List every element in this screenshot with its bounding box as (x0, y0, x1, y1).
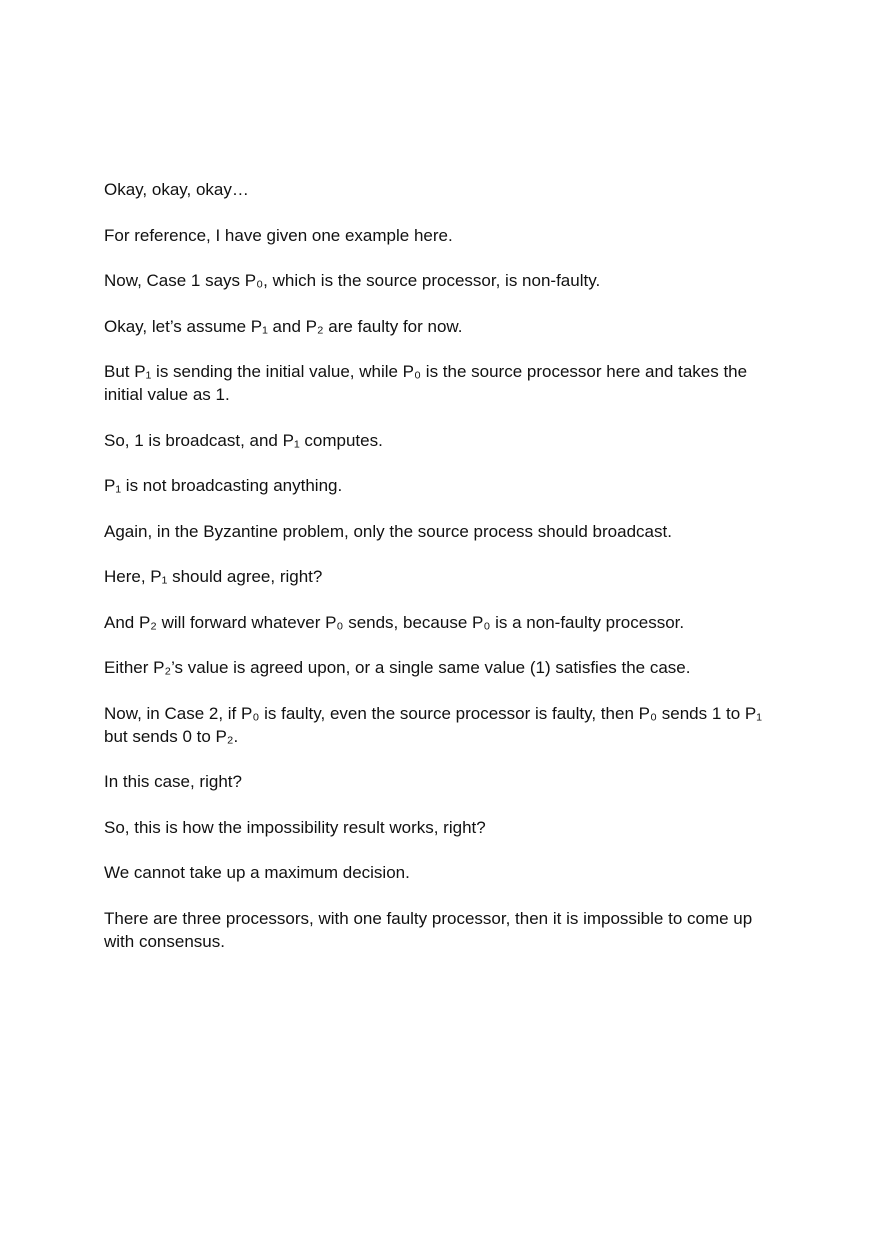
paragraph: Again, in the Byzantine problem, only the source process should broadcast. (104, 521, 672, 541)
paragraph: There are three processors, with one faulty processor, then it is impossible to come up with consensus. (104, 908, 753, 951)
paragraph: Okay, let’s assume P₁ and P₂ are faulty for now. (104, 316, 463, 336)
paragraph: We cannot take up a maximum decision. (104, 863, 410, 882)
paragraph: And P₂ will forward whatever P₀ sends, because P₀ is a non-faulty processor. (104, 612, 685, 632)
paragraph: Okay, okay, okay… (104, 180, 249, 199)
paragraph: Now, Case 1 says P₀, which is the source processor, is non-faulty. (104, 271, 601, 290)
paragraph: Now, in Case 2, if P₀ is faulty, even the source processor is faulty, then P₀ sends 1 to P₁ but sends 0 to P₂. (104, 703, 762, 746)
document-body (104, 178, 784, 975)
paragraph: Either P₂’s value is agreed upon, or a single same value (1) satisfies the case. (104, 658, 691, 677)
paragraph: But P₁ is sending the initial value, while P₀ is the source processor here and takes the initial value as 1. (104, 362, 748, 404)
paragraph: So, 1 is broadcast, and P₁ computes. (104, 430, 383, 450)
paragraph: Here, P₁ should agree, right? (104, 567, 323, 586)
paragraph: In this case, right? (104, 772, 242, 791)
paragraph: P₁ is not broadcasting anything. (104, 476, 343, 495)
paragraph: For reference, I have given one example here. (104, 225, 453, 245)
paragraph: So, this is how the impossibility result works, right? (104, 817, 486, 837)
